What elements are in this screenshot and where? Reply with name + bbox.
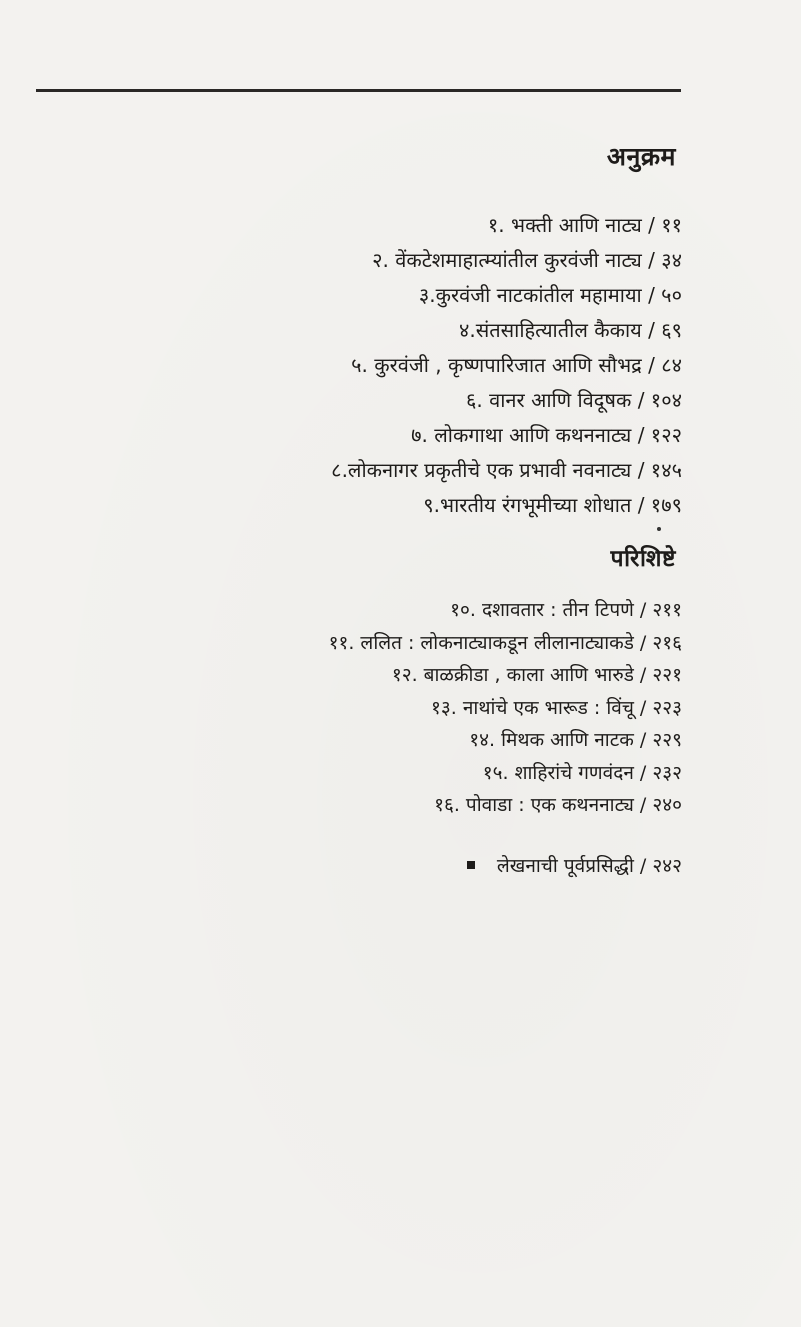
toc-entry: ३.कुरवंजी नाटकांतील महामाया / ५० (418, 283, 682, 307)
appendix-heading: परिशिष्टे (610, 546, 676, 572)
separator-dot (657, 527, 661, 531)
header-rule (36, 89, 681, 92)
publication-label: लेखनाची पूर्वप्रसिद्धी / २४२ (496, 855, 682, 877)
appendix-entry: १५. शाहिरांचे गणवंदन / २३२ (482, 761, 682, 784)
toc-entry: ९.भारतीय रंगभूमीच्या शोधात / १७९ (423, 493, 682, 517)
appendix-entry: १६. पोवाडा : एक कथननाट्य / २४० (434, 794, 682, 816)
appendix-entry: १४. मिथक आणि नाटक / २२९ (469, 729, 682, 751)
toc-list (331, 210, 682, 525)
toc-entry: २. वेंकटेशमाहात्म्यांतील कुरवंजी नाट्य / ३४ (372, 248, 682, 272)
toc-entry: १. भक्ती आणि नाट्य / ११ (487, 213, 682, 237)
toc-entry: ७. लोकगाथा आणि कथननाट्य / १२२ (411, 423, 682, 447)
toc-entry: ८.लोकनागर प्रकृतीचे एक प्रभावी नवनाट्य / १४५ (331, 458, 682, 482)
square-bullet-icon (467, 861, 475, 869)
appendix-entry: १०. दशावतार : तीन टिपणे / २११ (450, 599, 682, 621)
appendix-entry: १२. बाळक्रीडा , काला आणि भारुडे / २२१ (391, 664, 682, 686)
toc-heading: अनुक्रम (606, 142, 676, 171)
appendix-entry: ११. ललित : लोकनाट्याकडून लीलानाट्याकडे / २१६ (328, 631, 682, 654)
toc-entry: ५. कुरवंजी , कृष्णपारिजात आणि सौभद्र / ८४ (351, 353, 682, 377)
appendix-entry: १३. नाथांचे एक भारूड : विंचू / २२३ (431, 696, 682, 719)
toc-entry: ४.संतसाहित्यातील कैकाय / ६९ (458, 318, 682, 342)
toc-entry: ६. वानर आणि विदूषक / १०४ (466, 388, 682, 412)
publication-entry (467, 852, 682, 880)
appendix-list (329, 596, 682, 824)
